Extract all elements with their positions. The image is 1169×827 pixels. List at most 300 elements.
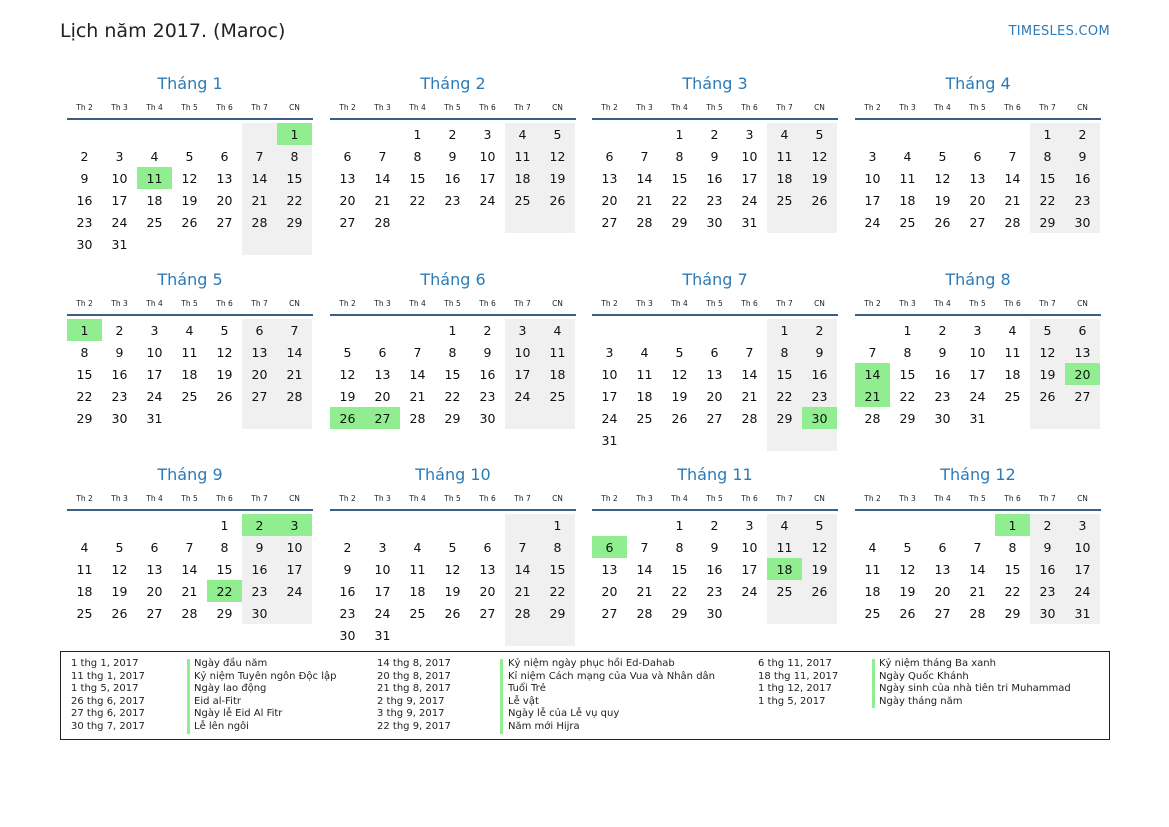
day-cell: 22 <box>767 385 802 407</box>
day-cell: 20 <box>706 388 723 404</box>
day-cell: 9 <box>448 148 457 164</box>
day-cell: 12 <box>1030 341 1065 363</box>
day-cell: 28 <box>1004 214 1021 230</box>
legend-holiday-name: Ngày lễ Eid Al Fitr <box>194 708 283 720</box>
legend-holiday-name: Lễ vật <box>508 695 539 707</box>
weekday-header <box>592 292 838 316</box>
day-cell: 24 <box>864 214 881 230</box>
day-cell: 14 <box>505 558 540 580</box>
weekday-label: Th 3 <box>374 493 391 503</box>
month-calendar <box>855 72 1101 233</box>
day-cell: 26 <box>802 580 837 602</box>
day-grid <box>592 123 838 233</box>
weekday-label: Th 5 <box>181 298 198 308</box>
day-cell: 8 <box>675 148 684 164</box>
weekday-label: Th 2 <box>339 298 356 308</box>
weekday-header <box>330 292 576 316</box>
day-cell: 4 <box>868 539 877 555</box>
empty-cell <box>470 514 505 536</box>
empty-cell <box>67 123 102 145</box>
weekday-label: Th 7 <box>1039 102 1056 112</box>
empty-cell <box>365 514 400 536</box>
day-cell: 14 <box>741 366 758 382</box>
month-calendar <box>67 268 313 429</box>
empty-cell <box>802 429 837 451</box>
day-grid <box>67 319 313 429</box>
weekday-label: Th 5 <box>969 102 986 112</box>
day-cell: 13 <box>339 170 356 186</box>
holiday-day-cell: 1 <box>995 514 1030 536</box>
day-cell: 24 <box>741 192 758 208</box>
empty-cell <box>400 624 435 646</box>
weekday-label: Th 3 <box>111 298 128 308</box>
day-cell: 28 <box>374 214 391 230</box>
empty-cell <box>627 319 662 341</box>
day-cell: 25 <box>505 189 540 211</box>
empty-cell <box>330 319 365 341</box>
month-calendar <box>330 463 576 646</box>
month-calendar <box>330 268 576 429</box>
weekday-label: Th 2 <box>601 493 618 503</box>
month-calendar <box>592 268 838 451</box>
day-cell: 5 <box>115 539 124 555</box>
day-cell: 16 <box>706 561 723 577</box>
weekday-label: Th 5 <box>706 102 723 112</box>
day-cell: 5 <box>938 148 947 164</box>
weekday-label: Th 7 <box>251 493 268 503</box>
weekday-label: Th 7 <box>514 298 531 308</box>
weekday-label: Th 6 <box>479 298 496 308</box>
day-cell: 23 <box>706 583 723 599</box>
empty-cell <box>400 211 435 233</box>
day-cell: 3 <box>505 319 540 341</box>
day-cell: 7 <box>1008 148 1017 164</box>
day-cell: 11 <box>636 366 653 382</box>
day-cell: 19 <box>934 192 951 208</box>
weekday-label: Th 4 <box>146 298 163 308</box>
day-cell: 27 <box>1065 385 1100 407</box>
weekday-label: Th 3 <box>899 493 916 503</box>
legend-holiday-name: Kỷ niệm ngày phục hồi Ed-Dahab <box>508 658 675 669</box>
day-cell: 11 <box>76 561 93 577</box>
day-cell: 10 <box>741 148 758 164</box>
day-cell: 16 <box>444 170 461 186</box>
day-cell: 5 <box>540 123 575 145</box>
day-cell: 14 <box>374 170 391 186</box>
month-title: Tháng 4 <box>945 74 1011 93</box>
legend-color-bar <box>872 659 875 708</box>
legend-date: 1 thg 5, 2017 <box>758 695 826 707</box>
weekday-header <box>855 487 1101 511</box>
day-cell: 2 <box>483 322 492 338</box>
month-title: Tháng 12 <box>940 465 1016 484</box>
day-cell: 20 <box>242 363 277 385</box>
weekday-label: Th 4 <box>409 493 426 503</box>
day-cell: 24 <box>505 385 540 407</box>
day-cell: 22 <box>76 388 93 404</box>
weekday-label: Th 7 <box>776 493 793 503</box>
month-title: Tháng 1 <box>157 74 223 93</box>
day-grid <box>67 123 313 255</box>
empty-cell <box>137 123 172 145</box>
day-cell: 9 <box>802 341 837 363</box>
day-cell: 13 <box>1065 341 1100 363</box>
month-calendar <box>855 268 1101 429</box>
day-cell: 18 <box>540 363 575 385</box>
day-cell: 11 <box>181 344 198 360</box>
day-cell: 11 <box>767 536 802 558</box>
day-cell: 28 <box>741 410 758 426</box>
weekday-label: Th 5 <box>181 493 198 503</box>
weekday-label: Th 2 <box>339 102 356 112</box>
day-cell: 31 <box>111 236 128 252</box>
empty-cell <box>172 514 207 536</box>
weekday-header <box>67 487 313 511</box>
empty-cell <box>277 407 312 429</box>
empty-cell <box>960 123 995 145</box>
day-cell: 14 <box>636 170 653 186</box>
day-cell: 25 <box>864 605 881 621</box>
legend-date-column <box>71 658 145 734</box>
day-cell: 20 <box>934 583 951 599</box>
day-cell: 29 <box>540 602 575 624</box>
day-cell: 5 <box>343 344 352 360</box>
empty-cell <box>732 602 767 624</box>
day-cell: 16 <box>111 366 128 382</box>
holiday-day-cell: 11 <box>137 167 172 189</box>
day-cell: 20 <box>339 192 356 208</box>
weekday-label: Th 4 <box>409 298 426 308</box>
day-cell: 18 <box>76 583 93 599</box>
weekday-label: Th 2 <box>864 298 881 308</box>
day-cell: 17 <box>601 388 618 404</box>
month-title: Tháng 8 <box>945 270 1011 289</box>
day-cell: 30 <box>242 602 277 624</box>
day-cell: 17 <box>505 363 540 385</box>
day-cell: 25 <box>76 605 93 621</box>
day-cell: 15 <box>277 167 312 189</box>
day-cell: 24 <box>146 388 163 404</box>
day-cell: 11 <box>409 561 426 577</box>
day-cell: 15 <box>444 366 461 382</box>
legend-date: 6 thg 11, 2017 <box>758 658 832 669</box>
day-cell: 18 <box>767 167 802 189</box>
empty-cell <box>505 624 540 646</box>
weekday-label: Th 4 <box>146 102 163 112</box>
day-cell: 21 <box>969 583 986 599</box>
legend-holiday-name: Kỷ niệm tháng Ba xanh <box>879 658 996 669</box>
day-cell: 16 <box>706 170 723 186</box>
day-cell: 12 <box>111 561 128 577</box>
day-cell: 30 <box>76 236 93 252</box>
day-cell: 30 <box>1030 602 1065 624</box>
empty-cell <box>242 407 277 429</box>
day-cell: 11 <box>864 561 881 577</box>
day-cell: 25 <box>636 410 653 426</box>
holiday-day-cell: 1 <box>67 319 102 341</box>
day-cell: 9 <box>80 170 89 186</box>
day-cell: 20 <box>216 192 233 208</box>
day-cell: 9 <box>483 344 492 360</box>
day-cell: 19 <box>802 558 837 580</box>
day-cell: 23 <box>1065 189 1100 211</box>
day-cell: 20 <box>969 192 986 208</box>
day-cell: 27 <box>242 385 277 407</box>
weekday-label: Th 5 <box>444 102 461 112</box>
day-cell: 22 <box>1004 583 1021 599</box>
day-cell: 24 <box>969 388 986 404</box>
day-cell: 5 <box>448 539 457 555</box>
day-cell: 27 <box>339 214 356 230</box>
day-cell: 3 <box>378 539 387 555</box>
weekday-label: CN <box>289 493 300 503</box>
weekday-label: Th 7 <box>1039 298 1056 308</box>
day-cell: 9 <box>710 539 719 555</box>
brand-link[interactable]: TIMESLES.COM <box>1008 24 1110 39</box>
day-cell: 6 <box>150 539 159 555</box>
weekday-label: CN <box>289 298 300 308</box>
weekday-label: Th 2 <box>76 298 93 308</box>
day-cell: 12 <box>802 145 837 167</box>
weekday-label: Th 6 <box>741 102 758 112</box>
weekday-label: Th 4 <box>671 493 688 503</box>
month-calendar <box>330 72 576 233</box>
day-cell: 10 <box>277 536 312 558</box>
holiday-day-cell: 21 <box>855 385 890 407</box>
weekday-label: Th 2 <box>76 493 93 503</box>
empty-cell <box>732 319 767 341</box>
weekday-label: Th 3 <box>899 102 916 112</box>
weekday-label: Th 3 <box>636 493 653 503</box>
legend-date: 26 thg 6, 2017 <box>71 695 145 707</box>
empty-cell <box>277 602 312 624</box>
day-cell: 25 <box>181 388 198 404</box>
empty-cell <box>505 407 540 429</box>
day-cell: 31 <box>601 432 618 448</box>
legend-date: 18 thg 11, 2017 <box>758 670 839 682</box>
legend-date: 1 thg 12, 2017 <box>758 683 832 695</box>
day-cell: 10 <box>969 344 986 360</box>
day-cell: 17 <box>969 366 986 382</box>
day-cell: 29 <box>899 410 916 426</box>
legend-color-bar <box>187 659 190 734</box>
day-cell: 22 <box>409 192 426 208</box>
day-cell: 22 <box>277 189 312 211</box>
day-cell: 16 <box>1030 558 1065 580</box>
day-cell: 8 <box>767 341 802 363</box>
empty-cell <box>330 514 365 536</box>
day-cell: 28 <box>409 410 426 426</box>
day-cell: 3 <box>745 126 754 142</box>
weekday-label: Th 6 <box>741 493 758 503</box>
day-cell: 4 <box>767 123 802 145</box>
day-cell: 27 <box>216 214 233 230</box>
weekday-label: Th 2 <box>76 102 93 112</box>
day-cell: 10 <box>479 148 496 164</box>
day-cell: 14 <box>969 561 986 577</box>
day-cell: 3 <box>868 148 877 164</box>
day-cell: 25 <box>767 580 802 602</box>
day-cell: 8 <box>277 145 312 167</box>
legend-date: 11 thg 1, 2017 <box>71 670 145 682</box>
empty-cell <box>960 514 995 536</box>
day-cell: 18 <box>1004 366 1021 382</box>
day-cell: 27 <box>969 214 986 230</box>
holiday-day-cell: 3 <box>277 514 312 536</box>
day-grid <box>592 319 838 451</box>
day-cell: 3 <box>605 344 614 360</box>
day-cell: 31 <box>741 214 758 230</box>
legend-holiday-name: Ngày đầu năm <box>194 658 268 669</box>
empty-cell <box>627 429 662 451</box>
weekday-header <box>592 96 838 120</box>
month-calendar <box>592 72 838 233</box>
day-grid <box>592 514 838 624</box>
day-cell: 23 <box>802 385 837 407</box>
empty-cell <box>1030 407 1065 429</box>
day-cell: 6 <box>343 148 352 164</box>
day-cell: 6 <box>242 319 277 341</box>
holiday-day-cell: 1 <box>277 123 312 145</box>
day-cell: 23 <box>339 605 356 621</box>
day-cell: 10 <box>1065 536 1100 558</box>
empty-cell <box>1065 407 1100 429</box>
day-cell: 19 <box>339 388 356 404</box>
day-cell: 13 <box>601 170 618 186</box>
empty-cell <box>767 602 802 624</box>
day-cell: 12 <box>181 170 198 186</box>
day-cell: 22 <box>540 580 575 602</box>
day-cell: 18 <box>899 192 916 208</box>
day-cell: 21 <box>741 388 758 404</box>
day-cell: 4 <box>80 539 89 555</box>
day-cell: 5 <box>903 539 912 555</box>
legend-date-column <box>377 658 451 734</box>
legend-date: 2 thg 9, 2017 <box>377 695 445 707</box>
weekday-header <box>330 487 576 511</box>
empty-cell <box>172 407 207 429</box>
weekday-label: CN <box>289 102 300 112</box>
weekday-label: Th 7 <box>776 102 793 112</box>
weekday-header <box>855 96 1101 120</box>
day-cell: 23 <box>1030 580 1065 602</box>
day-cell: 9 <box>938 344 947 360</box>
holiday-day-cell: 20 <box>1065 363 1100 385</box>
day-cell: 11 <box>505 145 540 167</box>
legend-holiday-name: Ngày Quốc Khánh <box>879 670 969 682</box>
day-cell: 12 <box>899 561 916 577</box>
day-cell: 22 <box>671 583 688 599</box>
empty-cell <box>592 123 627 145</box>
day-cell: 8 <box>220 539 229 555</box>
day-cell: 17 <box>1065 558 1100 580</box>
day-cell: 13 <box>242 341 277 363</box>
holiday-day-cell: 30 <box>802 407 837 429</box>
weekday-label: CN <box>552 102 563 112</box>
day-cell: 28 <box>181 605 198 621</box>
day-cell: 21 <box>409 388 426 404</box>
day-cell: 2 <box>1030 514 1065 536</box>
empty-cell <box>890 123 925 145</box>
empty-cell <box>137 233 172 255</box>
day-cell: 26 <box>111 605 128 621</box>
day-cell: 27 <box>146 605 163 621</box>
weekday-label: Th 5 <box>706 298 723 308</box>
legend-holiday-name: Ngày tháng năm <box>879 695 963 707</box>
day-cell: 10 <box>741 539 758 555</box>
empty-cell <box>172 123 207 145</box>
day-cell: 12 <box>802 536 837 558</box>
day-cell: 16 <box>479 366 496 382</box>
weekday-label: Th 3 <box>899 298 916 308</box>
holiday-day-cell: 2 <box>242 514 277 536</box>
day-cell: 28 <box>864 410 881 426</box>
empty-cell <box>365 319 400 341</box>
day-cell: 23 <box>706 192 723 208</box>
holiday-day-cell: 14 <box>855 363 890 385</box>
empty-cell <box>505 514 540 536</box>
month-title: Tháng 10 <box>415 465 491 484</box>
day-cell: 3 <box>973 322 982 338</box>
day-cell: 6 <box>220 148 229 164</box>
day-cell: 6 <box>710 344 719 360</box>
weekday-label: Th 6 <box>479 493 496 503</box>
legend-holiday-name: Tuổi Trẻ <box>508 683 546 695</box>
weekday-label: Th 2 <box>864 493 881 503</box>
day-cell: 4 <box>505 123 540 145</box>
day-cell: 4 <box>185 322 194 338</box>
day-cell: 1 <box>540 514 575 536</box>
weekday-label: Th 4 <box>146 493 163 503</box>
day-cell: 2 <box>115 322 124 338</box>
day-cell: 10 <box>505 341 540 363</box>
day-cell: 3 <box>1065 514 1100 536</box>
weekday-label: Th 4 <box>671 102 688 112</box>
day-cell: 26 <box>540 189 575 211</box>
day-cell: 11 <box>540 341 575 363</box>
day-cell: 7 <box>640 148 649 164</box>
day-cell: 10 <box>146 344 163 360</box>
day-cell: 7 <box>242 145 277 167</box>
day-cell: 15 <box>671 561 688 577</box>
empty-cell <box>802 211 837 233</box>
day-cell: 4 <box>767 514 802 536</box>
day-cell: 7 <box>868 344 877 360</box>
day-cell: 4 <box>903 148 912 164</box>
day-grid <box>67 514 313 624</box>
month-calendar <box>592 463 838 624</box>
day-cell: 21 <box>181 583 198 599</box>
day-cell: 19 <box>1030 363 1065 385</box>
legend-holiday-name: Kỷ niệm Tuyên ngôn Độc lập <box>194 670 337 682</box>
weekday-label: Th 3 <box>111 102 128 112</box>
day-cell: 26 <box>934 214 951 230</box>
day-cell: 10 <box>111 170 128 186</box>
empty-cell <box>540 624 575 646</box>
day-cell: 26 <box>671 410 688 426</box>
day-cell: 16 <box>242 558 277 580</box>
day-cell: 25 <box>409 605 426 621</box>
empty-cell <box>207 407 242 429</box>
weekday-label: Th 6 <box>216 493 233 503</box>
day-grid <box>855 123 1101 233</box>
weekday-label: CN <box>1077 493 1088 503</box>
day-cell: 14 <box>636 561 653 577</box>
day-cell: 22 <box>444 388 461 404</box>
day-cell: 13 <box>934 561 951 577</box>
day-cell: 30 <box>479 410 496 426</box>
weekday-label: Th 4 <box>934 298 951 308</box>
